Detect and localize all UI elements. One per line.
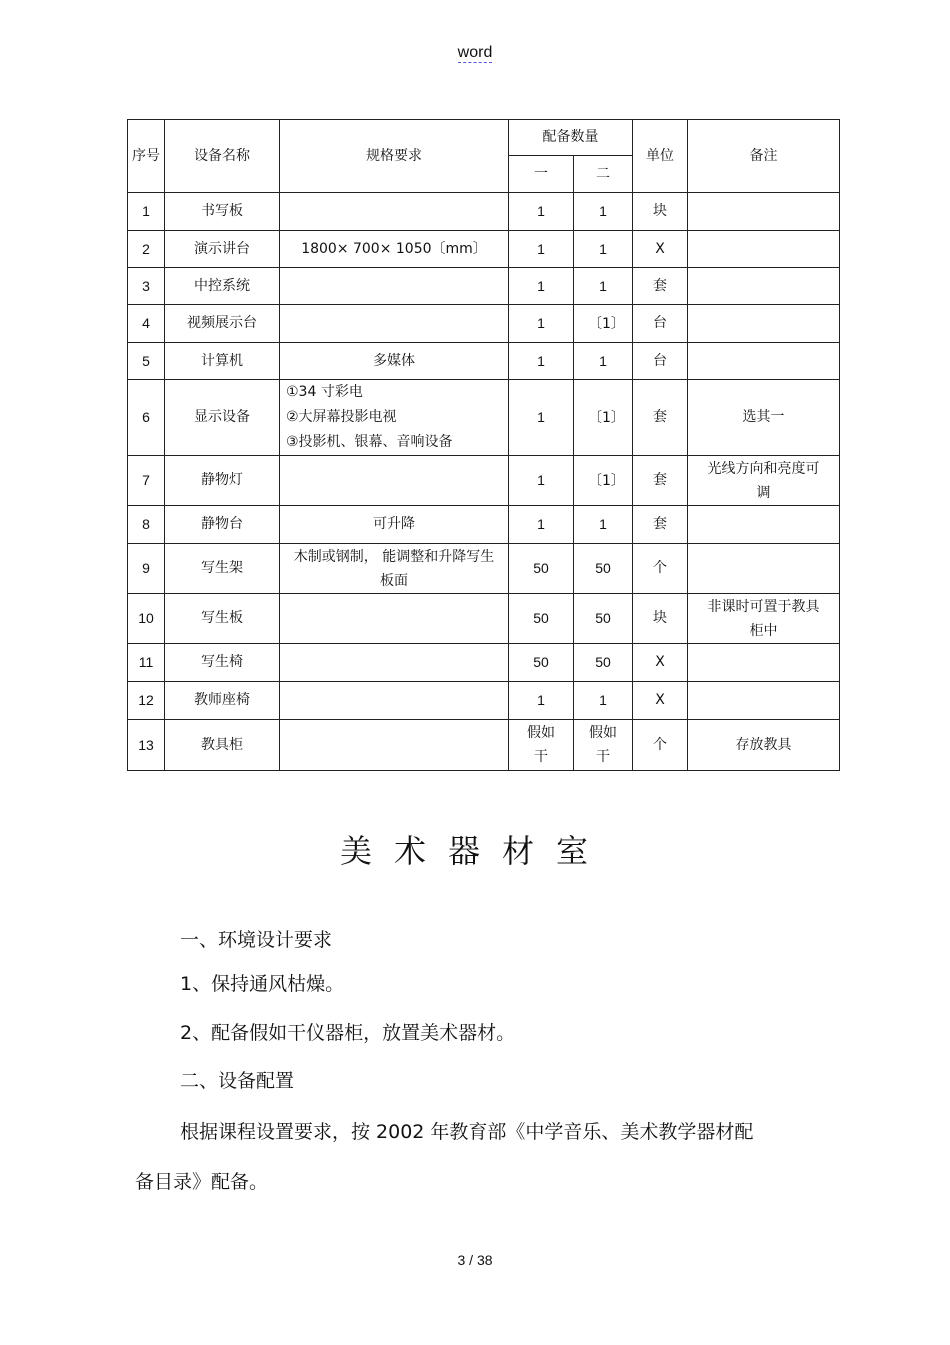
cell-index: 4 — [128, 305, 165, 343]
cell-two: 〔1〕 — [574, 380, 633, 456]
table-row — [128, 305, 840, 343]
cell-unit: X — [633, 682, 688, 720]
cell-unit: X — [633, 644, 688, 682]
cell-two: 1 — [574, 343, 633, 380]
cell-note — [688, 506, 840, 544]
equipment-table — [127, 119, 840, 771]
cell-unit: 套 — [633, 456, 688, 506]
cell-two: 50 — [574, 544, 633, 594]
cell-one: 50 — [509, 594, 574, 644]
cell-one: 1 — [509, 380, 574, 456]
cell-name: 显示设备 — [165, 380, 280, 456]
config-text-line-2: 备目录》配备。 — [135, 1171, 269, 1193]
cell-note — [688, 343, 840, 380]
header-spec: 规格要求 — [280, 120, 509, 193]
table-row — [128, 506, 840, 544]
header-qty: 配备数量 — [509, 120, 633, 156]
cell-one: 50 — [509, 644, 574, 682]
cell-two: 假如干 — [574, 720, 633, 771]
header-word-text: word — [457, 44, 493, 61]
table-row — [128, 720, 840, 771]
cell-one: 1 — [509, 456, 574, 506]
cell-spec: 木制或钢制， 能调整和升降写生板面 — [280, 544, 509, 594]
cell-one: 1 — [509, 231, 574, 268]
cell-unit: 套 — [633, 380, 688, 456]
cell-one: 1 — [509, 343, 574, 380]
cell-unit: 个 — [633, 544, 688, 594]
cell-name: 写生架 — [165, 544, 280, 594]
cell-one: 1 — [509, 268, 574, 305]
page-header — [0, 44, 950, 62]
table-row — [128, 231, 840, 268]
cell-spec — [280, 380, 509, 456]
cell-note — [688, 305, 840, 343]
config-text-line-1: 根据课程设置要求，按 2002 年教育部《中学音乐、美术教学器材配 — [180, 1121, 754, 1143]
cell-note — [688, 644, 840, 682]
cell-one: 1 — [509, 193, 574, 231]
cell-name: 视频展示台 — [165, 305, 280, 343]
table-row — [128, 682, 840, 720]
cell-unit: 块 — [633, 193, 688, 231]
table-row — [128, 544, 840, 594]
header-name: 设备名称 — [165, 120, 280, 193]
header-qty-two: 二 — [574, 156, 633, 193]
cell-note — [688, 682, 840, 720]
cell-spec: 多媒体 — [280, 343, 509, 380]
cell-two: 50 — [574, 594, 633, 644]
cell-one: 50 — [509, 544, 574, 594]
table-row — [128, 268, 840, 305]
cell-name: 书写板 — [165, 193, 280, 231]
cell-index: 13 — [128, 720, 165, 771]
cell-name: 计算机 — [165, 343, 280, 380]
cell-index: 3 — [128, 268, 165, 305]
cell-name: 教师座椅 — [165, 682, 280, 720]
header-index: 序号 — [128, 120, 165, 193]
cell-name: 静物台 — [165, 506, 280, 544]
cell-spec — [280, 268, 509, 305]
cell-unit: 台 — [633, 343, 688, 380]
env-item-2: 2、配备假如干仪器柜，放置美术器材。 — [180, 1022, 516, 1044]
cell-one: 1 — [509, 682, 574, 720]
cell-index: 2 — [128, 231, 165, 268]
cell-spec: 可升降 — [280, 506, 509, 544]
cell-two: 1 — [574, 193, 633, 231]
table-row — [128, 193, 840, 231]
table-row — [128, 343, 840, 380]
cell-name: 写生板 — [165, 594, 280, 644]
cell-unit: X — [633, 231, 688, 268]
cell-note: 存放教具 — [688, 720, 840, 771]
cell-index: 7 — [128, 456, 165, 506]
cell-spec — [280, 644, 509, 682]
cell-note: 光线方向和亮度可调 — [688, 456, 840, 506]
cell-spec — [280, 305, 509, 343]
spec-line: ②大屏幕投影电视 — [286, 409, 397, 425]
cell-unit: 个 — [633, 720, 688, 771]
cell-name: 写生椅 — [165, 644, 280, 682]
cell-one: 假如干 — [509, 720, 574, 771]
config-heading: 二、设备配置 — [180, 1070, 295, 1092]
cell-index: 5 — [128, 343, 165, 380]
cell-note — [688, 231, 840, 268]
cell-index: 8 — [128, 506, 165, 544]
cell-unit: 套 — [633, 268, 688, 305]
spec-line: ①34 寸彩电 — [286, 384, 363, 400]
header-unit: 单位 — [633, 120, 688, 193]
cell-index: 12 — [128, 682, 165, 720]
cell-two: 1 — [574, 682, 633, 720]
section-title: 美术器材室 — [339, 832, 610, 870]
cell-index: 6 — [128, 380, 165, 456]
cell-name: 演示讲台 — [165, 231, 280, 268]
cell-unit: 块 — [633, 594, 688, 644]
cell-spec — [280, 720, 509, 771]
header-note: 备注 — [688, 120, 840, 193]
env-heading: 一、环境设计要求 — [180, 929, 333, 951]
cell-spec — [280, 682, 509, 720]
cell-note — [688, 193, 840, 231]
cell-one: 1 — [509, 305, 574, 343]
cell-spec: 1800× 700× 1050〔mm〕 — [280, 231, 509, 268]
cell-spec — [280, 594, 509, 644]
cell-index: 10 — [128, 594, 165, 644]
cell-index: 1 — [128, 193, 165, 231]
header-qty-one: 一 — [509, 156, 574, 193]
cell-name: 中控系统 — [165, 268, 280, 305]
cell-one: 1 — [509, 506, 574, 544]
table-row — [128, 644, 840, 682]
cell-two: 1 — [574, 231, 633, 268]
cell-two: 〔1〕 — [574, 305, 633, 343]
cell-unit: 台 — [633, 305, 688, 343]
cell-name: 教具柜 — [165, 720, 280, 771]
cell-index: 11 — [128, 644, 165, 682]
cell-index: 9 — [128, 544, 165, 594]
cell-unit: 套 — [633, 506, 688, 544]
cell-spec — [280, 456, 509, 506]
cell-note — [688, 268, 840, 305]
cell-two: 〔1〕 — [574, 456, 633, 506]
page-number: 3 / 38 — [457, 1252, 493, 1268]
cell-two: 50 — [574, 644, 633, 682]
cell-note: 选其一 — [688, 380, 840, 456]
env-item-1: 1、保持通风枯燥。 — [180, 973, 345, 995]
table-row — [128, 380, 840, 456]
cell-name: 静物灯 — [165, 456, 280, 506]
table-row — [128, 456, 840, 506]
cell-note — [688, 544, 840, 594]
cell-note: 非课时可置于教具柜中 — [688, 594, 840, 644]
cell-two: 1 — [574, 506, 633, 544]
table-row — [128, 594, 840, 644]
spec-line: ③投影机、银幕、音响设备 — [286, 434, 453, 450]
cell-spec — [280, 193, 509, 231]
cell-two: 1 — [574, 268, 633, 305]
